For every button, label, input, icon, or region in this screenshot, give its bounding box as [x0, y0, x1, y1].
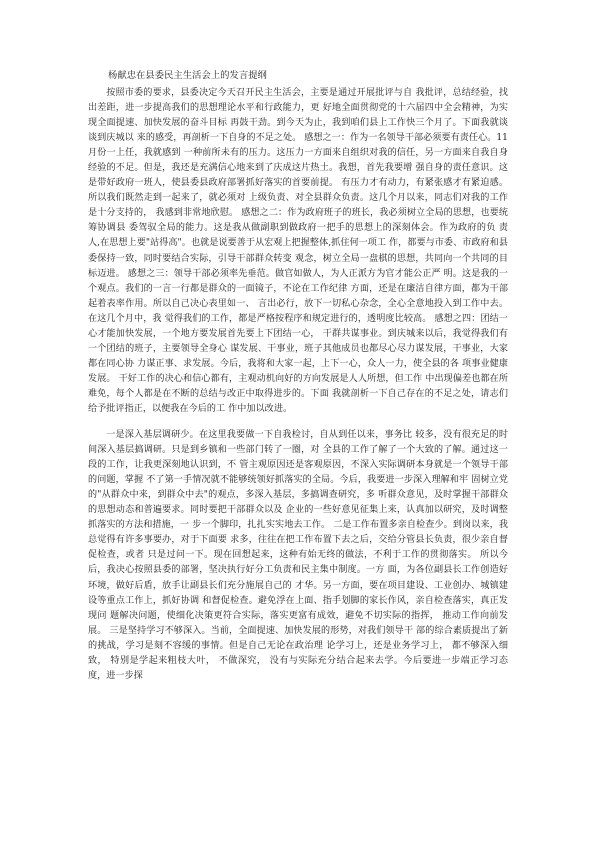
- paragraph-gap: [88, 417, 508, 428]
- paragraph-shortcomings: 一是深入基层调研少。在这里我要做一下自我检讨，自从到任以来，事务比 较多，没有很充足的时间深入基层搞调研。只是到乡镇和一些部门转了一圈，对 全县的工作了解了一个大致的了解。通过这一段的工作，让我更深刻地认识到，不 管主观原因还是客观原因，不深入实际调研本身就是一个领导干部的问题，掌握 不了第一手情况就不能够统领好抓落实的全局。今后，我要进一步深入理解和牢 固树立党的"从群众中来，到群众中去"的观点，多深入基层，多搞调查研究，多 听群众意见，及时掌握干部群众的思想动态和普遍要求。同时要把干部群众以及 企业的一些好意见征集上来，认真加以研究，及时调整抓落实的方法和措施，一 步一个脚印，扎扎实实地去工作。 二是工作布置多亲自检查少。到岗以来，我总觉得有许多事要办，对于下面要 求多，往往在把工作布置下去之后，交给分管县长负责，很少亲自督促检查，或者 只是过问一下。现在回想起来，这种有始无终的做法，不利于工作的贯彻落实。 所以今后，我决心按照县委的部署，坚决执行好分工负责和民主集中制度。一方 面，为各位副县长工作创造好环境，做好后盾，放手让副县长们充分施展自己的 才华。另一方面，要在项目建设、工业创办、城镇建设等重点工作上，抓好协调 和督促检查。避免浮在上面、指手划脚的家长作风，亲自检查落实，真正发现问 题解决问题，使细化决策更符合实际，落实更富有成效，避免不切实际的指挥， 推动工作向前发展。 三是坚持学习不够深入。当前，全面提速、加快发展的形势，对我们领导干 部的综合素质提出了新的挑战，学习是刻不容缓的事情。但是自己无论在政治理 论学习上，还是业务学习上， 都不够深入细致， 特别是学起来粗枝大叶， 不做深究， 没有与实际充分结合起来去学。今后要进一步端正学习态度，进一步探: [88, 430, 508, 681]
- paragraph-intro-and-reflections: 按照市委的要求，县委决定今天召开民主生活会，主要是通过开展批评与自 我批评，总结经验，找出差距，进一步提高我们的思想理论水平和行政能力，更 好地全面贯彻党的十六届四中全会精神，为实现全面提速、加快发展的奋斗目标 再鼓干劲。到今天为止，我到咱们县上工作快三个月了。下面我就谈谈到庆城以 来的感受，再剖析一下自身的不足之处。 感想之一：作为一名领导干部必须要有责任心。11 月份一上任，我就感到 一种前所未有的压力。这压力一方面来自组织对我的信任，另一方面来自我自身 经验的不足。但是，我还是充满信心地来到了庆成这片热土。我想，首先我要增 强自身的责任意识。这是带好政府一班人，使县委县政府部署抓好落实的首要前提。 有压力才有动力，有紧张感才有紧迫感。所以我们既然走到一起来了，就必须对 上级负责、对全县群众负责。这几个月以来，同志们对我的工作是十分支持的， 我感到非常地欣慰。 感想之二：作为政府班子的班长，我必须树立全局的思想，也要统筹协调县 委驾驭全局的能力。这是我从做副职到做政府一把手的思想上的深刻体会。作为政府的负 责人,在思想上要"站得高"。也就是说要善于从宏观上把握整体,抓住何一项工 作，都要与市委、市政府和县委保持一致，同时要结合实际，引导干部群众转变 观念，树立全局一盘棋的思想，共同向一个共同的目标迈进。 感想之三：领导干部必须率先垂范。做官如做人，为人正派方为官才能公正严 明。这是我的一个观点。我们的一言一行都是群众的一面镜子，不论在工作纪律 方面，还是在廉洁自律方面，都为干部起着表率作用。所以自己决心表里如一、 言出必行，放下一切私心杂念，全心全意地投入到工作中去。在这几个月中，我 觉得我们的工作，都是严格按程序和规定进行的，透明度比较高。 感想之四：团结一心才能加快发展，一个地方要发展首先要上下团结一心， 干群共谋事业。到庆城来以后，我觉得我们有一个团结的班子，主要领导全身心 谋发展、干事业，班子其他成员也都尽心尽力谋发展，干事业，大家都在同心协 力谋正事、求发展。今后，我将和大家一起，上下一心，众人一力，使全县的各 项事业健康发展。 干好工作的决心和信心都有，主观动机向好的方向发展是人人所想，但工作 中出现偏差也都在所难免，每个人都是在不断的总结与改正中取得进步的。下面 我就剖析一下自己存在的不足之处，请志们给予批评指正，以便我在今后的工 作中加以改进。: [88, 88, 508, 414]
- document-title: 杨献忠在县委民主生活会上的发言提纲: [108, 70, 267, 81]
- document-body: [88, 70, 508, 684]
